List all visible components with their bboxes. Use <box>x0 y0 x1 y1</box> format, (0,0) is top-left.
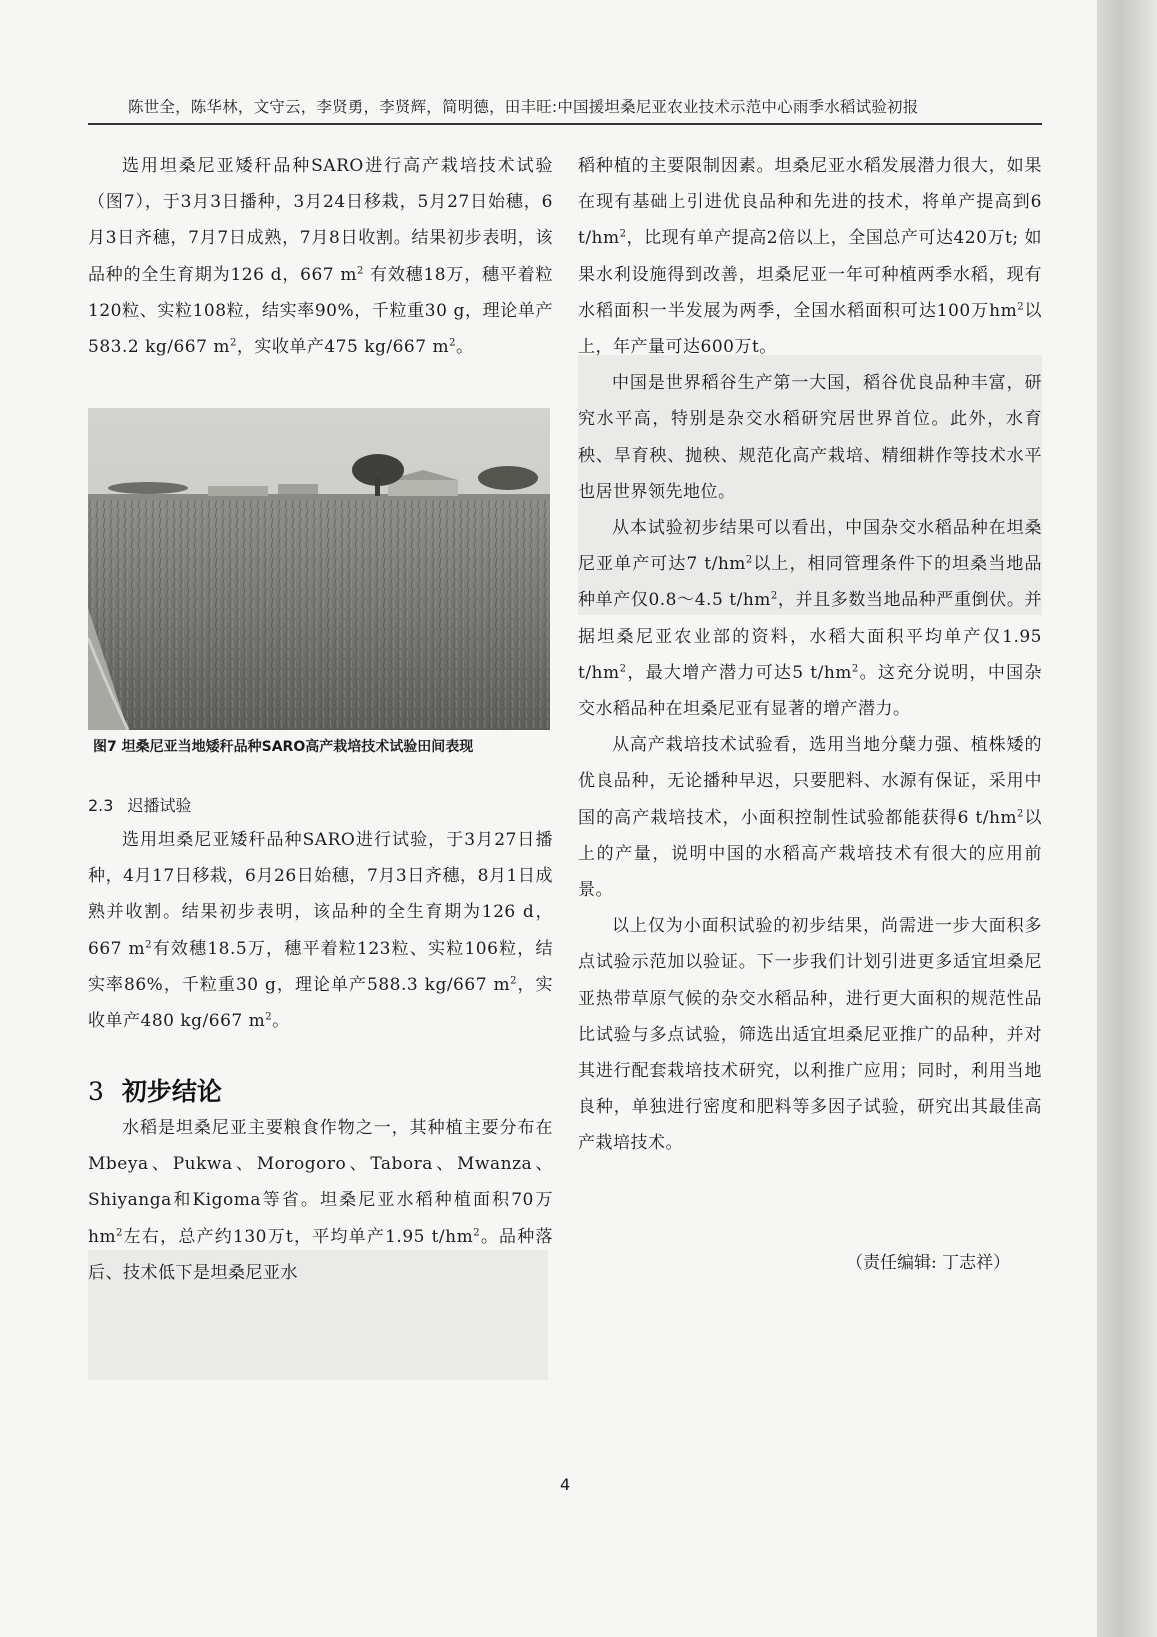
paragraph: 以上仅为小面积试验的初步结果，尚需进一步大面积多点试验示范加以验证。下一步我们计划引进更多适宜坦桑尼亚热带草原气候的杂交水稻品种，进行更大面积的规范性品比试验与多点试验，筛选出适宜坦桑尼亚推广的品种，并对其进行配套栽培技术研究，以利推广应用；同时，利用当地良种，单独进行密度和肥料等多因子试验，研究出其最佳高产栽培技术。 <box>578 916 1042 1154</box>
header-rule <box>88 123 1042 125</box>
paragraph: 从高产栽培技术试验看，选用当地分蘖力强、植株矮的优良品种，无论播种早迟，只要肥料、水源有保证，采用中国的高产栽培技术，小面积控制性试验都能获得6 $t/hm^2$以上的产量，说明中国的水稻高产栽培技术有很大的应用前景。 <box>578 735 1042 901</box>
section-title: 初步结论 <box>121 1077 222 1106</box>
left-column-bottom <box>88 1110 553 1291</box>
subsection-heading <box>88 793 191 816</box>
left-column-middle <box>88 822 553 1039</box>
subsection-title: 迟播试验 <box>127 796 192 815</box>
left-column-top <box>88 148 553 365</box>
paragraph: 选用坦桑尼亚矮秆品种SARO进行高产栽培技术试验（图7），于3月3日播种，3月24日移栽，5月27日始穗，6月3日齐穗，7月7日成熟，7月8日收割。结果初步表明，该品种的全生育期为126 d，667 $m^2$ 有效穗18万，穗平着粒120粒、实粒108粒，结实率90%，千粒重30 g，理论单产583.2 kg/667 $m^2$，实收单产475 kg/667 $m^2$。 <box>88 156 553 358</box>
paragraph: 从本试验初步结果可以看出，中国杂交水稻品种在坦桑尼亚单产可达7 $t/hm^2$以上，相同管理条件下的坦桑当地品种单产仅0.8～4.5 $t/hm^2$，并且多数当地品种严重倒伏。并据坦桑尼亚农业部的资料，水稻大面积平均单产仅1.95 $t/hm^2$，最大增产潜力可达5 $t/hm^2$。这充分说明，中国杂交水稻品种在坦桑尼亚有显著的增产潜力。 <box>578 518 1042 720</box>
paragraph: 中国是世界稻谷生产第一大国，稻谷优良品种丰富，研究水平高，特别是杂交水稻研究居世界首位。此外，水育秧、旱育秧、抛秧、规范化高产栽培、精细耕作等技术水平也居世界领先地位。 <box>578 373 1042 502</box>
page-number: 4 <box>560 1475 571 1494</box>
subsection-number: 2.3 <box>88 796 114 815</box>
right-column <box>578 148 1042 1162</box>
section-number: 3 <box>88 1077 104 1106</box>
figure-caption: 图7 坦桑尼亚当地矮秆品种SARO高产栽培技术试验田间表现 <box>93 739 474 755</box>
paragraph: 稻种植的主要限制因素。坦桑尼亚水稻发展潜力很大，如果在现有基础上引进优良品种和先进的技术，将单产提高到6 $t/hm^2$，比现有单产提高2倍以上，全国总产可达420万t; 如果水利设施得到改善，坦桑尼亚一年可种植两季水稻，现有水稻面积一半发展为两季，全国水稻面积可达100万$hm^2$以上，年产量可达600万t。 <box>578 156 1043 358</box>
section-heading <box>88 1072 222 1108</box>
running-head: 陈世全，陈华林，文守云，李贤勇，李贤辉，简明德，田丰旺:中国援坦桑尼亚农业技术示范中心雨季水稻试验初报 <box>128 98 919 116</box>
field-photo-figure <box>88 408 550 730</box>
facing-page-gutter <box>1097 0 1157 1637</box>
editor-note: （责任编辑: 丁志祥） <box>846 1253 1011 1273</box>
rice-field-photo <box>88 408 550 730</box>
paragraph: 水稻是坦桑尼亚主要粮食作物之一，其种植主要分布在Mbeya、Pukwa、Morogoro、Tabora、Mwanza、Shiyanga和Kigoma等省。坦桑尼亚水稻种植面积70万$hm^2$左右，总产约130万t，平均单产1.95 $t/hm^2$。品种落后、技术低下是坦桑尼亚水 <box>88 1118 553 1283</box>
paragraph: 选用坦桑尼亚矮秆品种SARO进行试验，于3月27日播种，4月17日移栽，6月26日始穗，7月3日齐穗，8月1日成熟并收割。结果初步表明，该品种的全生育期为126 d，667 $m^2$有效穗18.5万，穗平着粒123粒、实粒106粒，结实率86%，千粒重30 g，理论单产588.3 kg/667 $m^2$，实收单产480 kg/667 $m^2$。 <box>88 830 553 1032</box>
